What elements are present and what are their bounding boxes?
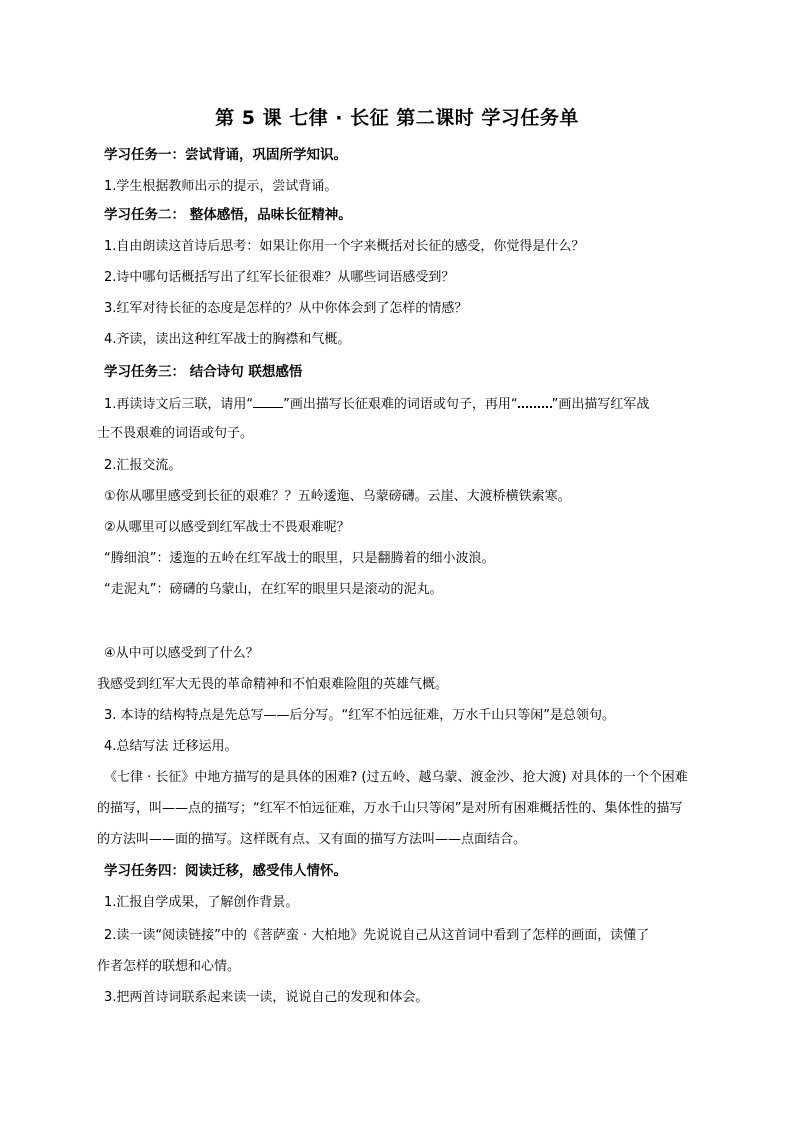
task2-heading: 学习任务二： 整体感悟，品味长征精神。 — [104, 207, 352, 223]
task4-item-2-continued: 作者怎样的联想和心情。 — [97, 959, 241, 974]
task3-item-13: 的方法叫——面的描写。这样既有点、又有面的描写方法叫——点面结合。 — [97, 832, 527, 847]
task3-item-9: 3. 本诗的结构特点是先总写——后分写。“红军不怕远征难，万水千山只等闲”是总领句。 — [104, 708, 616, 723]
task2-item-2: 2.诗中哪句话概括写出了红军长征很难？从哪些词语感受到？ — [104, 270, 455, 285]
task3-item-1-part-a: 1.再读诗文后三联，请用“ — [104, 397, 254, 412]
task3-item-2: 2.汇报交流。 — [104, 458, 182, 473]
task3-item-10: 4.总结写法 迁移运用。 — [104, 739, 238, 754]
task3-item-1-part-c: ”画出描写红军战 — [551, 397, 650, 412]
task3-item-8: 我感受到红军大无畏的革命精神和不怕艰难险阻的英雄气概。 — [97, 677, 449, 692]
task3-item-7: ④从中可以感受到了什么？ — [104, 646, 259, 661]
task4-item-1: 1.汇报自学成果，了解创作背景。 — [104, 895, 299, 910]
solid-underline-sample — [253, 395, 283, 408]
task1-heading: 学习任务一：尝试背诵，巩固所学知识。 — [104, 147, 347, 163]
page-title: 第 5 课 七律 · 长征 第二课时 学习任务单 — [215, 107, 579, 129]
task4-item-3: 3.把两首诗词联系起来读一读，说说自己的发现和体会。 — [104, 990, 429, 1005]
task3-heading: 学习任务三： 结合诗句 联想感悟 — [104, 364, 303, 380]
task1-item-1: 1.学生根据教师出示的提示，尝试背诵。 — [104, 179, 338, 194]
task3-item-12: 的描写，叫——点的描写；“红军不怕远征难，万水千山只等闲”是对所有困难概括性的、集体性的描写 — [97, 801, 683, 816]
task2-item-4: 4.齐读，读出这种红军战士的胸襟和气概。 — [104, 332, 351, 347]
task3-item-11: 《七律 · 长征》中地方描写的是具体的困难? (过五岭、越乌蒙、渡金沙、抢大渡) 对具体的一个个困难 — [104, 770, 688, 785]
task2-item-1: 1.自由朗读这首诗后思考：如果让你用一个字来概括对长征的感受，你觉得是什么？ — [104, 239, 585, 254]
task3-item-3: ①你从哪里感受到长征的艰难？？五岭逶迤、乌蒙磅礴。云崖、大渡桥横铁索寒。 — [104, 489, 571, 504]
task2-item-3: 3.红军对待长征的态度是怎样的？从中你体会到了怎样的情感？ — [104, 301, 468, 316]
task3-item-4: ②从哪里可以感受到红军战士不畏艰难呢？ — [104, 520, 350, 535]
task3-item-1-part-b: ”画出描写长征艰难的词语或句子，再用“ — [283, 397, 518, 412]
wavy-underline-sample — [518, 394, 552, 408]
task3-item-6: “走泥丸”：磅礴的乌蒙山，在红军的眼里只是滚动的泥丸。 — [104, 582, 443, 597]
task4-heading: 学习任务四：阅读迁移，感受伟人情怀。 — [104, 863, 347, 879]
task3-item-1-continued: 士不畏艰难的词语或句子。 — [97, 426, 254, 441]
task3-item-1 — [104, 394, 744, 415]
task3-item-5: “腾细浪”：逶迤的五岭在红军战士的眼里，只是翻腾着的细小波浪。 — [104, 551, 495, 566]
task4-item-2: 2.读一读“阅读链接”中的《菩萨蛮 · 大柏地》先说说自己从这首词中看到了怎样的画面，读懂了 — [104, 928, 650, 943]
